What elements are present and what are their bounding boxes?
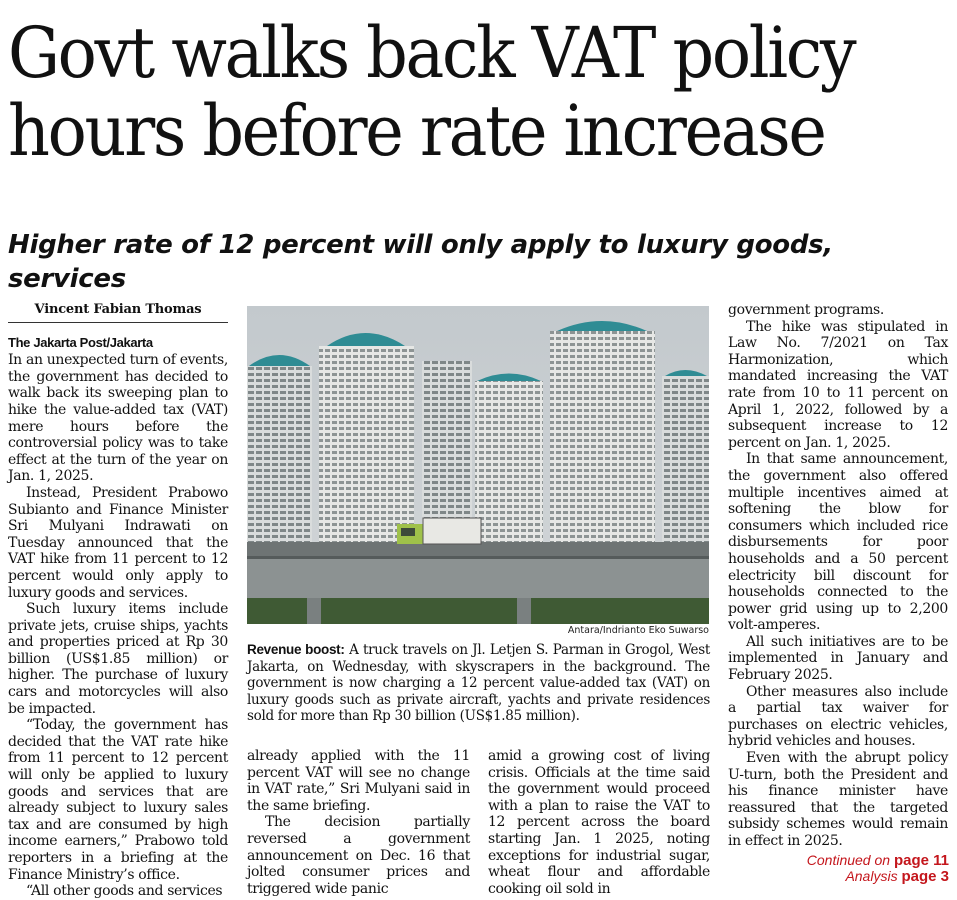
paragraph: Such luxury items include private jets, cruise ships, yachts and properties priced at Rp 30 billion (US$1.85 million) or higher. The purchase of luxury cars and motorcycles will also be impacted. xyxy=(8,601,228,717)
paragraph: The decision partially reversed a government announcement on Dec. 16 that jolted consumer prices and triggered wide panic xyxy=(247,814,470,897)
skyscrapers-photo-illustration xyxy=(247,306,709,624)
analysis-page: page 3 xyxy=(901,868,949,885)
analysis-label: Analysis xyxy=(845,868,898,884)
headline-line-1: Govt walks back VAT policy xyxy=(8,12,855,94)
continued-on-link[interactable] xyxy=(709,852,949,869)
byline: Vincent Fabian Thomas xyxy=(8,302,228,323)
article-column-3 xyxy=(488,748,710,897)
subheadline: Higher rate of 12 percent will only apply to luxury goods, services xyxy=(8,230,833,294)
paragraph: “All other goods and services xyxy=(26,883,223,900)
article-column-2 xyxy=(247,748,470,897)
caption-text: A truck travels on Jl. Letjen S. Parman in Grogol, West Jakarta, on Wednesday, with skyscrapers in the background. The government is now charging a 12 percent value-added tax (VAT) on luxury goods such as private aircraft, yachts and private residences sold for more than Rp 30 billion (US$1.85 million). xyxy=(247,642,710,725)
photo-credit: Antara/Indrianto Eko Suwarso xyxy=(567,625,709,636)
continued-page: page 11 xyxy=(893,852,949,869)
caption-lead: Revenue boost: xyxy=(247,642,345,657)
article-column-1 xyxy=(8,302,228,900)
article-column-4 xyxy=(728,302,948,850)
paragraph: All such initiatives are to be implemented in January and February 2025. xyxy=(728,633,948,684)
news-photo xyxy=(247,306,709,624)
paragraph: “Today, the government has decided that the VAT rate hike from 11 percent to 12 percent will only be applied to luxury goods and services that are already subject to luxury sales tax and are consumed by high income earners,” Prabowo told reporters in a briefing at the Finance Ministry’s office. xyxy=(8,717,228,883)
headline-line-2: hours before rate increase xyxy=(8,90,825,172)
paragraph: already applied with the 11 percent VAT will see no change in VAT rate,” Sri Mulyani said in the same briefing. xyxy=(247,748,470,814)
continued-label: Continued on xyxy=(806,852,891,868)
paragraph: Instead, President Prabowo Subianto and Finance Minister Sri Mulyani Indrawati on Tuesday announced that the VAT hike from 11 percent to 12 percent would only apply to luxury goods and services. xyxy=(8,484,228,601)
paragraph: The hike was stipulated in Law No. 7/2021 on Tax Harmonization, which mandated increasing the VAT rate from 10 to 11 percent on April 1, 2022, followed by a subsequent increase to 12 percent on Jan. 1, 2025. xyxy=(728,318,948,451)
paragraph: amid a growing cost of living crisis. Officials at the time said the government would proceed with a plan to raise the VAT to 12 percent across the board starting Jan. 1 2025, noting exceptions for industrial sugar, wheat flour and affordable cooking oil sold in xyxy=(488,748,710,897)
paragraph: government programs. xyxy=(728,302,884,318)
analysis-link[interactable] xyxy=(709,868,949,885)
paragraph: In that same announcement, the government also offered multiple incentives aimed at softening the blow for consumers which included rice disbursements for poor households and a 50 percent electricity bill discount for households connected to the power grid using up to 2,200 volt-amperes. xyxy=(728,451,948,634)
paragraph: In an unexpected turn of events, the government has decided to walk back its sweeping plan to hike the value-added tax (VAT) mere hours before the controversial policy was to take effect at the turn of the year on Jan. 1, 2025. xyxy=(8,352,228,485)
paragraph: Other measures also include a partial tax waiver for purchases on electric vehicles, hybrid vehicles and houses. xyxy=(728,683,948,750)
paragraph: Even with the abrupt policy U-turn, both the President and his finance minister have reassured that the targeted subsidy schemes would remain in effect in 2025. xyxy=(728,750,948,849)
headline xyxy=(8,14,887,170)
dateline: The Jakarta Post/Jakarta xyxy=(8,334,153,350)
photo-caption xyxy=(247,642,710,725)
